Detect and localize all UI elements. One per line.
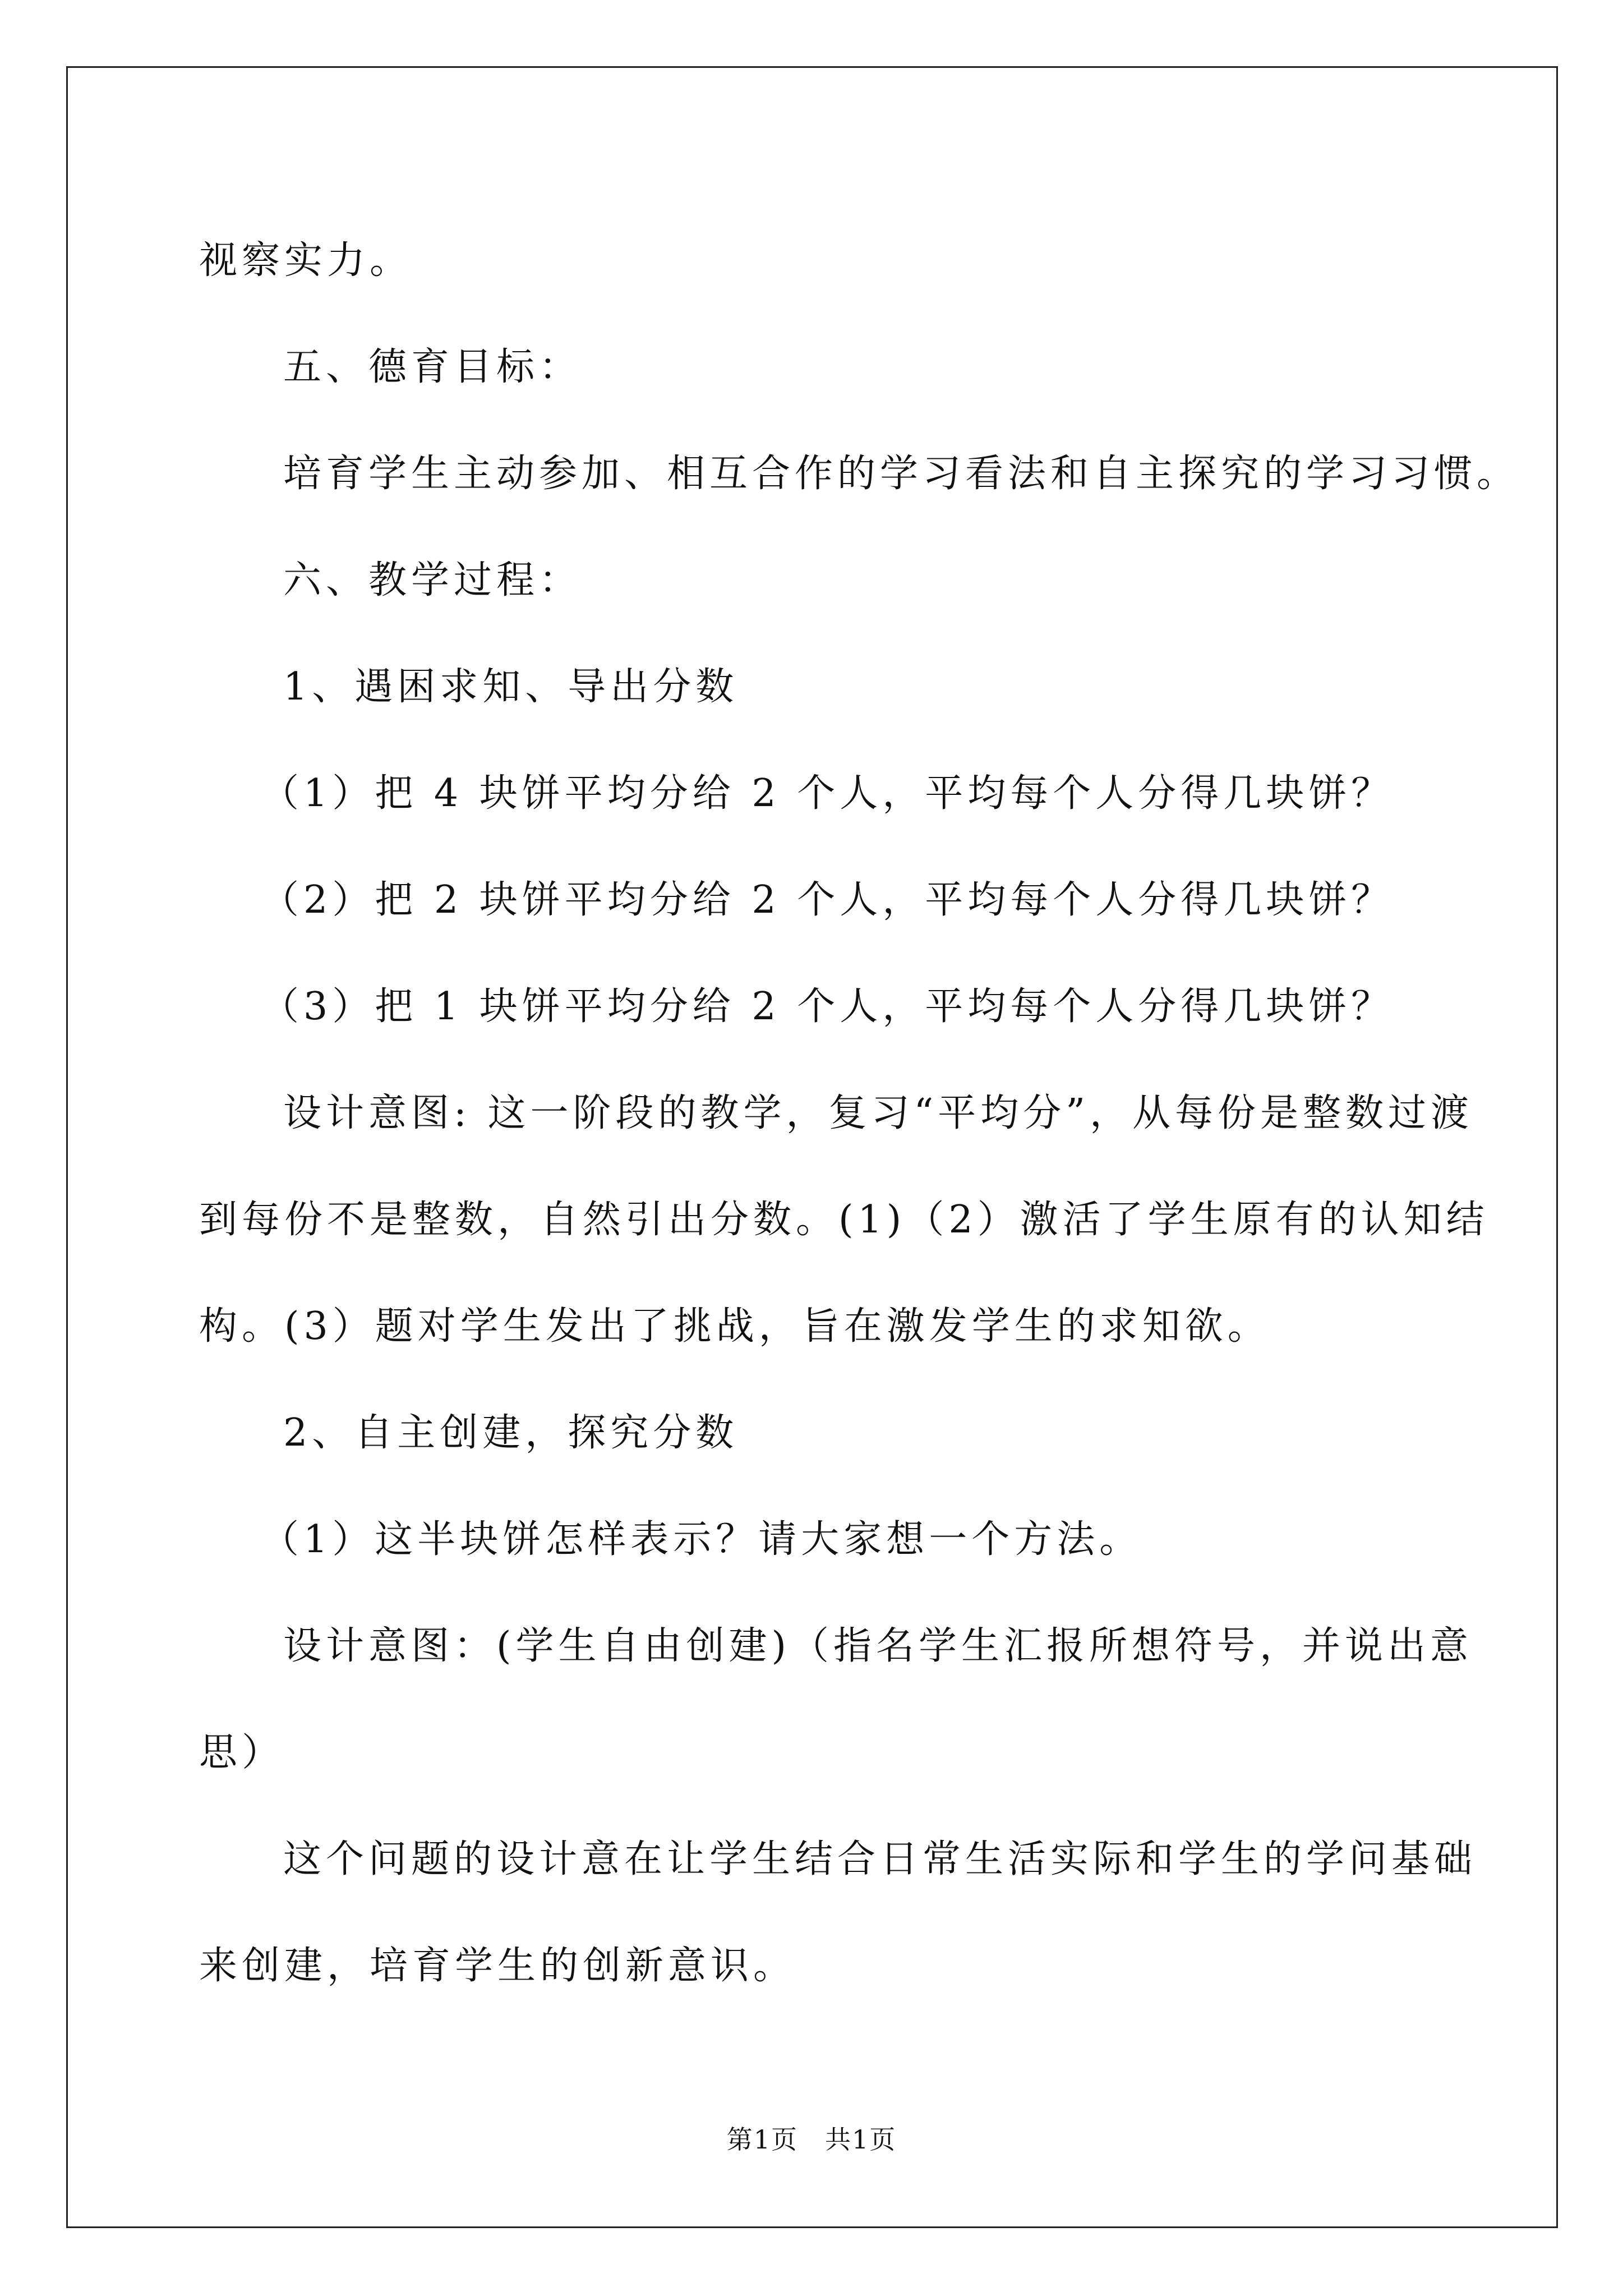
question-item-3: （3）把 1 块饼平均分给 2 个人，平均每个人分得几块饼？ [261,984,1394,1029]
question-item-2: （2）把 2 块饼平均分给 2 个人，平均每个人分得几块饼？ [261,878,1394,922]
design-explanation-line-2: 来创建，培育学生的创新意识。 [199,1944,796,1988]
design-intent-line-1: 设计意图: 这一阶段的教学，复习“平均分”，从每份是整数过渡 [283,1091,1474,1135]
design-intent-2-line-2: 思） [199,1731,285,1775]
question-item-half-cake: （1）这半块饼怎样表示？请大家想一个方法。 [261,1517,1142,1562]
subheading-step-1: 1、遇困求知、导出分数 [283,665,739,709]
page-footer: 第1页 共1页 [726,2124,897,2155]
design-intent-2-line-1: 设计意图：(学生自由创建)（指名学生汇报所想符号，并说出意 [283,1624,1473,1668]
subheading-step-2: 2、自主创建，探究分数 [283,1411,739,1455]
design-intent-line-2: 到每份不是整数，自然引出分数。(1)（2）激活了学生原有的认知结 [199,1198,1489,1242]
design-explanation-line-1: 这个问题的设计意在让学生结合日常生活实际和学生的学问基础 [283,1837,1477,1881]
paragraph-continuation: 视察实力。 [199,238,413,283]
document-body [199,208,1520,2019]
paragraph-moral-goals: 培育学生主动参加、相互合作的学习看法和自主探究的学习习惯。 [283,452,1520,496]
design-intent-line-3: 构。(3）题对学生发出了挑战，旨在激发学生的求知欲。 [199,1304,1270,1349]
question-item-1: （1）把 4 块饼平均分给 2 个人，平均每个人分得几块饼？ [261,771,1394,816]
section-heading-moral-goals: 五、德育目标： [283,345,582,389]
section-heading-teaching-process: 六、教学过程： [283,558,582,602]
